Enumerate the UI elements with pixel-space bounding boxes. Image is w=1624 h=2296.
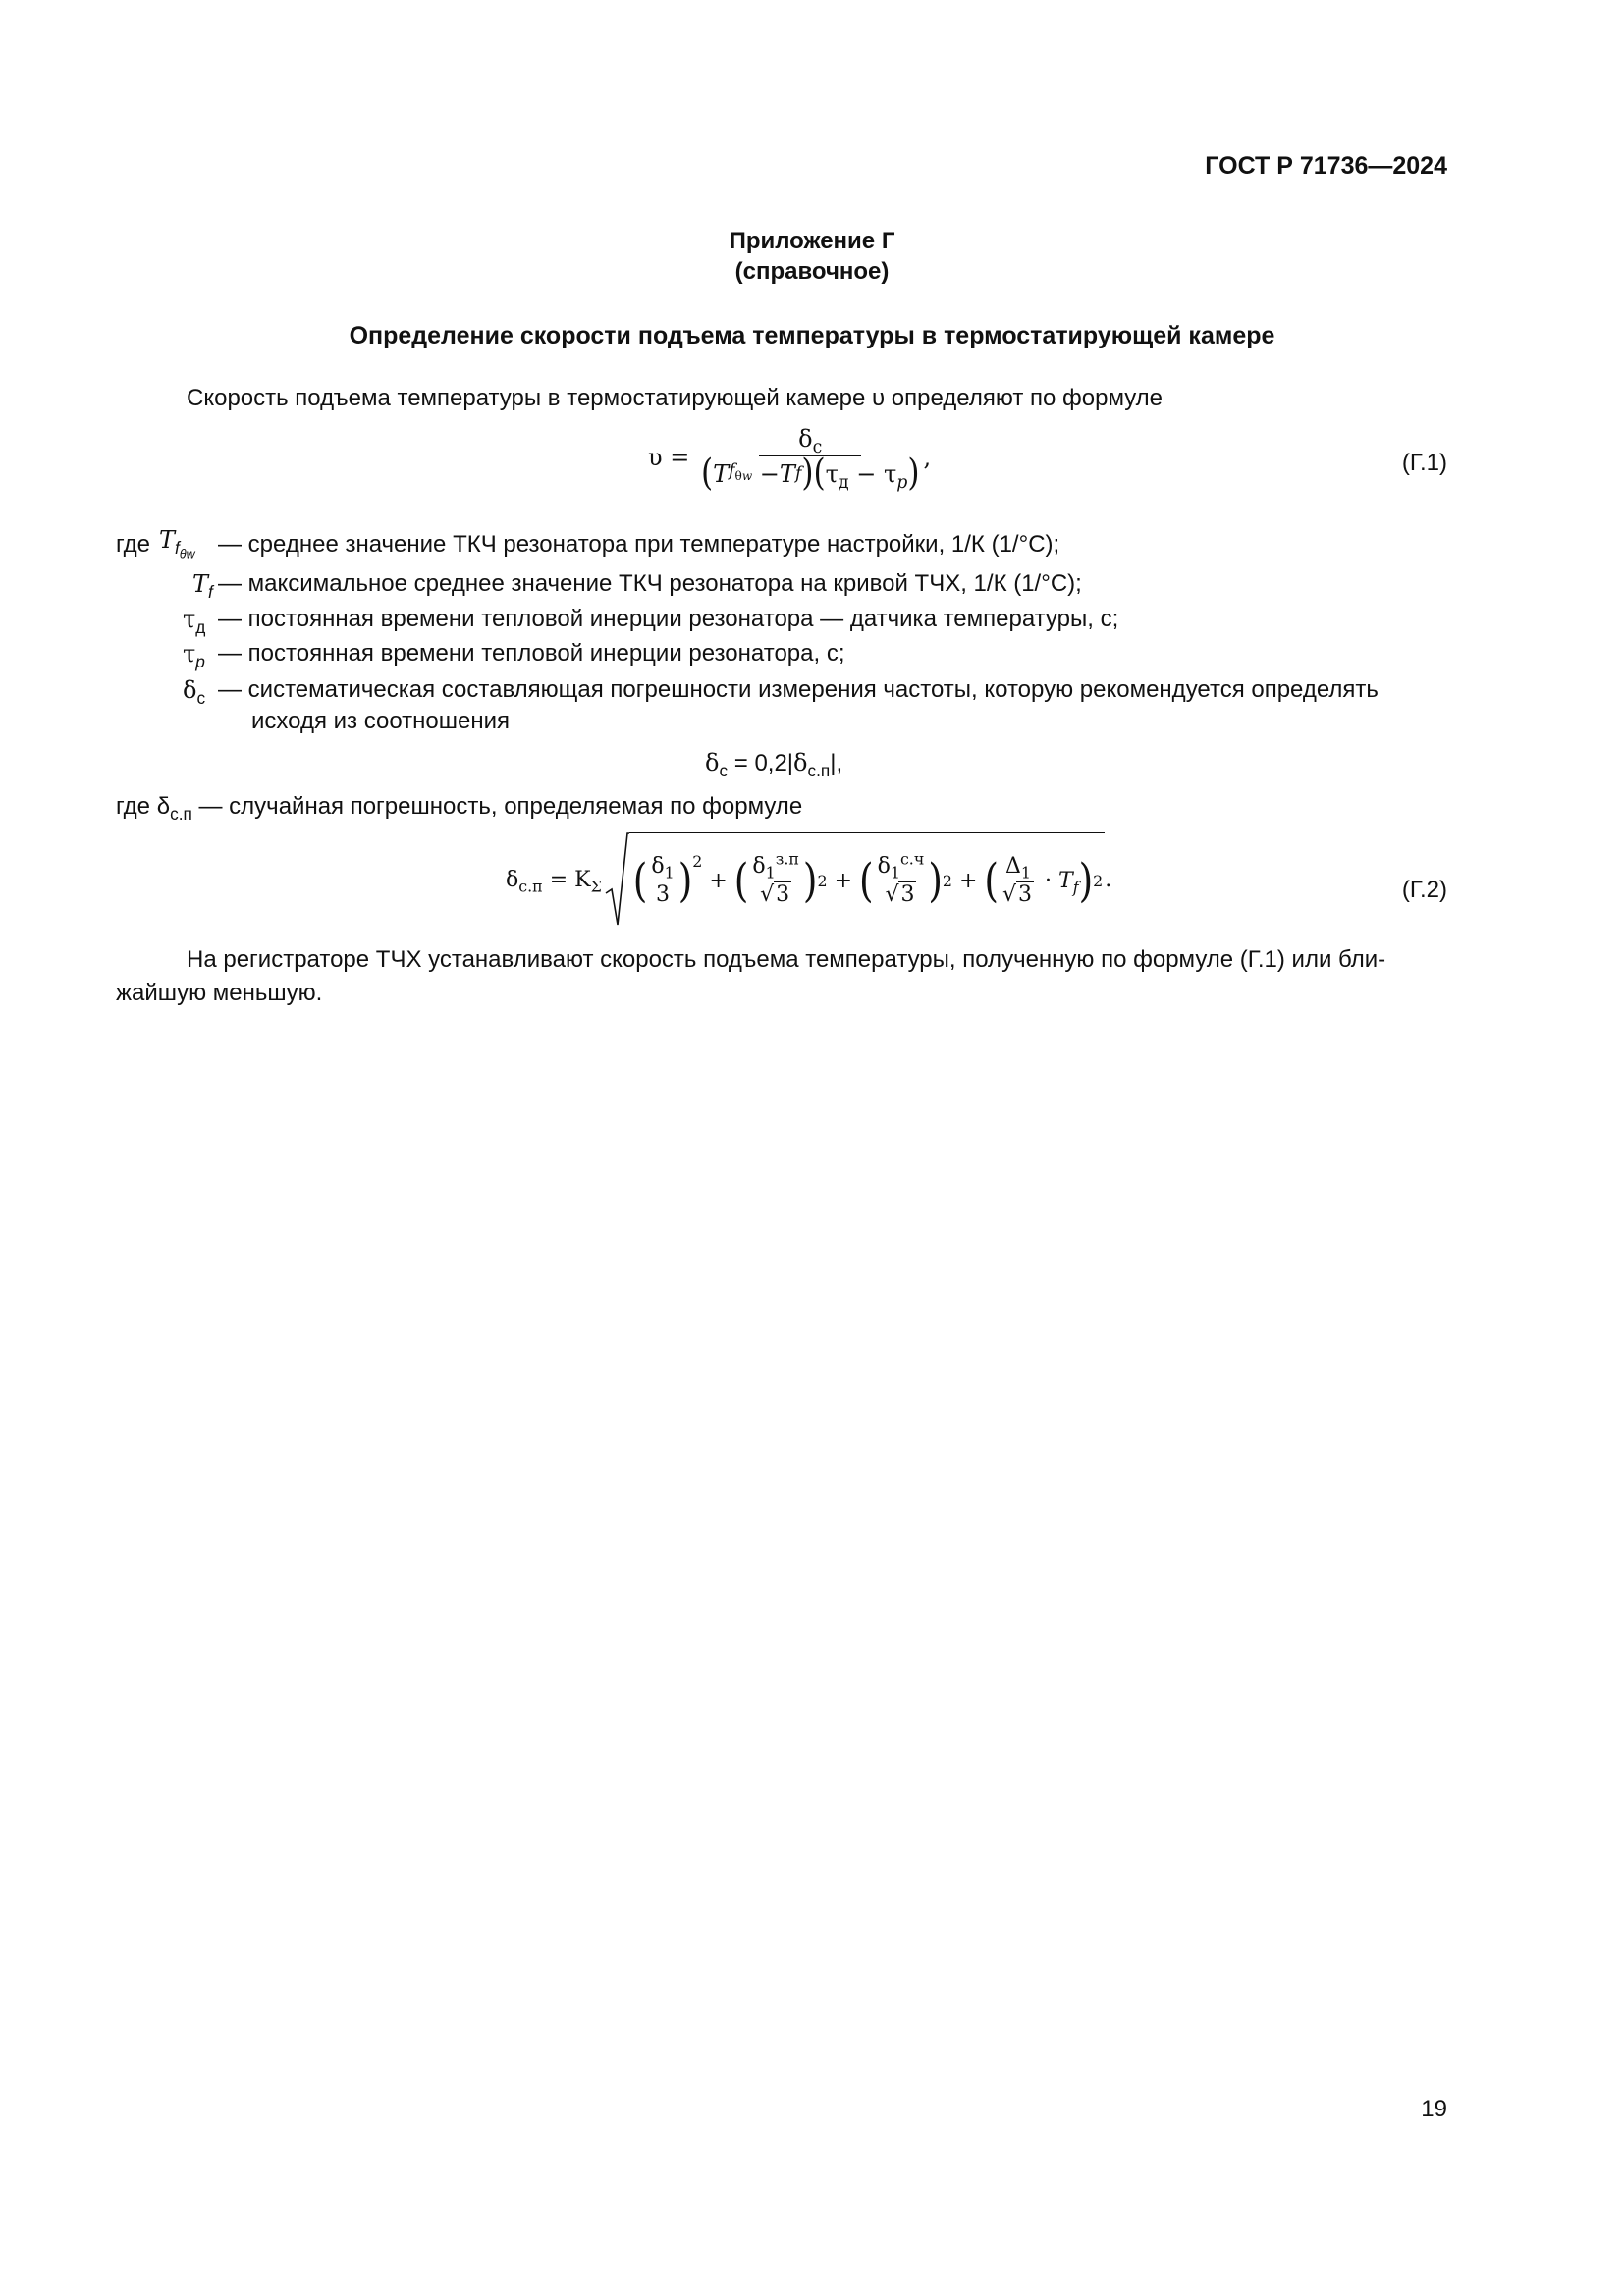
definition-text: — постоянная времени тепловой инерции резонатора, с; <box>218 640 845 667</box>
sqrt-radical-icon <box>604 832 629 927</box>
definition-symbol-tf-theta: $T_{f_{\theta w}}$ <box>159 526 195 561</box>
relation-formula: $\delta_с = 0,2|\delta_{с.п}|$, <box>705 749 843 781</box>
where-random-error: где $\delta_{с.п}$ — случайная погрешность, определяемая по формуле <box>116 793 803 825</box>
formula-g1: υ = $\delta_с$ ( T $f_{\theta w}$ − T f ) ( $\tau_д - \tau_p$ ) , <box>648 425 932 495</box>
intro-paragraph: Скорость подъема температуры в термостатирующей камере υ определяют по формуле <box>187 385 1164 411</box>
where-label: где <box>116 531 151 558</box>
definition-text: — систематическая составляющая погрешности измерения частоты, которую рекомендуется определять <box>218 676 1379 703</box>
page-number: 19 <box>1421 2096 1447 2122</box>
formula-g1-number: (Г.1) <box>1401 450 1447 476</box>
definition-symbol-tf: $T_f$ <box>192 570 213 603</box>
appendix-title: Приложение Г <box>729 228 895 254</box>
definition-symbol-tau-p: $\tau_p$ <box>183 640 205 672</box>
definition-text: — максимальное среднее значение ТКЧ резонатора на кривой ТЧХ, 1/К (1/°С); <box>218 570 1082 597</box>
section-title: Определение скорости подъема температуры в термостатирующей камере <box>349 322 1275 349</box>
closing-paragraph-line2: жайшую меньшую. <box>116 980 323 1006</box>
formula-g2: $\delta_{с.п} = K_\Sigma$ ( $\frac{\delta_1}{3}$ ) 2 + ( $\frac{\delta_1^{з.п}}{√3}$ ) 2 + ( $\frac{\delta_1^{с.ч}}{√3}$ ) 2 + ( $\frac{\Delta_1}{√3}$ · $T_f$ ) 2 . <box>506 832 1111 927</box>
definition-symbol-tau-d: $\tau_д$ <box>183 606 206 638</box>
closing-paragraph-line1: На регистраторе ТЧХ устанавливают скорость подъема температуры, полученную по формуле (Г.1) или бли- <box>187 946 1386 973</box>
appendix-subtitle: (справочное) <box>734 258 890 285</box>
formula-g2-number: (Г.2) <box>1401 877 1447 903</box>
document-code: ГОСТ Р 71736—2024 <box>1205 152 1447 180</box>
definition-text: — постоянная времени тепловой инерции резонатора — датчика температуры, с; <box>218 606 1119 632</box>
definition-text: — среднее значение ТКЧ резонатора при температуре настройки, 1/К (1/°С); <box>218 531 1060 558</box>
definition-continuation: исходя из соотношения <box>251 708 510 734</box>
definition-symbol-delta-c: $\delta_с$ <box>183 676 206 709</box>
